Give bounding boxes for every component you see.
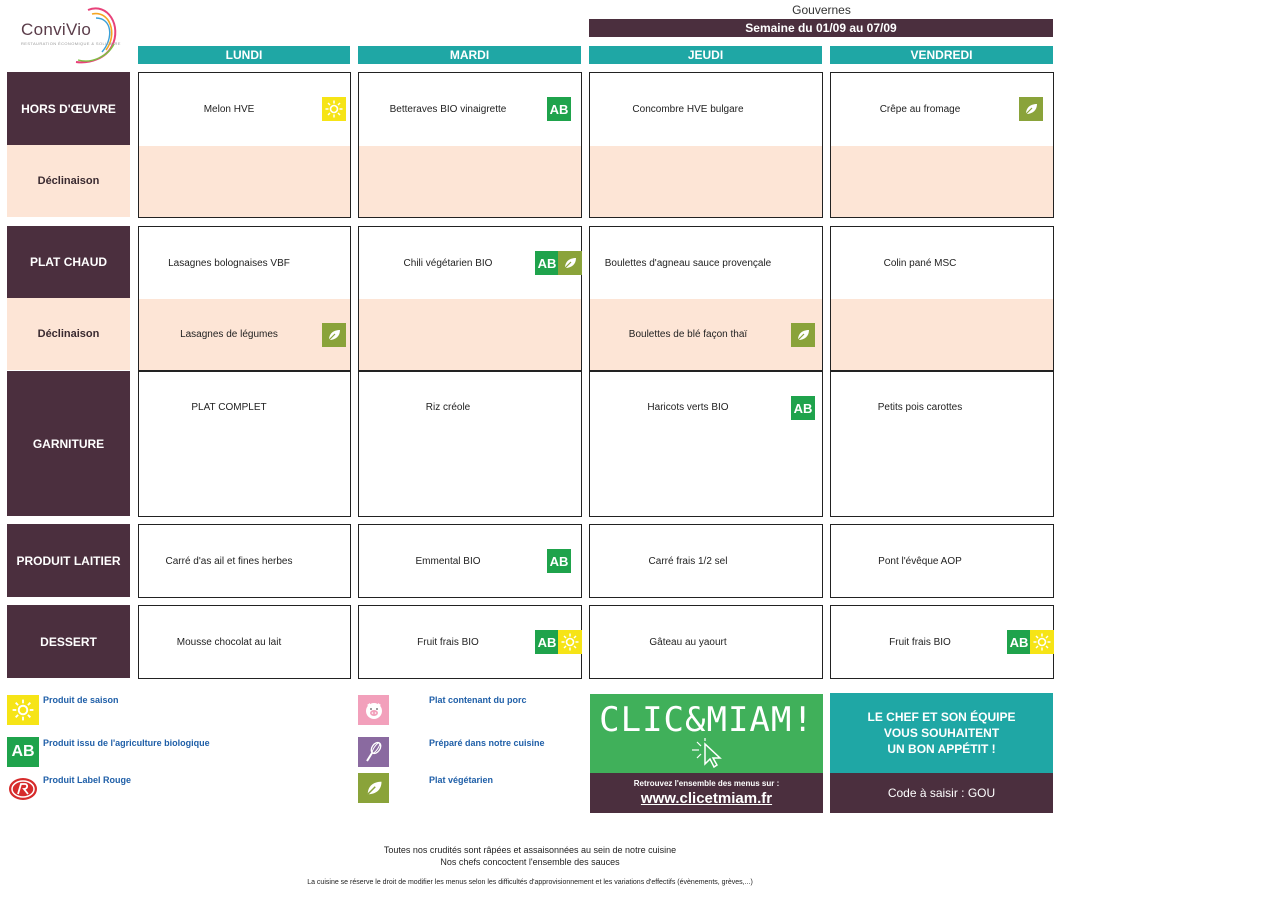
menu-cell: Melon HVE [203, 104, 255, 115]
clicetmiam-footer [590, 773, 823, 813]
menu-cell: Emmental BIO [415, 555, 481, 567]
block-jeudi-entree [589, 72, 823, 218]
access-code: Code à saisir : GOU [830, 773, 1053, 813]
legend-maison: Préparé dans notre cuisine [429, 738, 545, 748]
menu-cell: Fruit frais BIO [889, 636, 951, 648]
chef-line-1: LE CHEF ET SON ÉQUIPE [867, 710, 1016, 724]
day-header-lundi: LUNDI [138, 46, 350, 64]
declinaison-cell [590, 299, 822, 370]
week-banner: Semaine du 01/09 au 07/09 [589, 19, 1053, 37]
organic-ab-icon: AB [547, 97, 571, 121]
chef-message [830, 693, 1053, 773]
cell-vendredi-garniture [830, 371, 1054, 517]
block-mardi-entree [358, 72, 582, 218]
clic-retrouvez: Retrouvez l'ensemble des menus sur : [633, 779, 780, 788]
site-name: Gouvernes [792, 3, 851, 17]
cell-lundi-dessert [138, 605, 351, 679]
cursor-click-icon [670, 738, 740, 768]
legend-sun-icon [7, 695, 39, 725]
cell-mardi-laitier [358, 524, 582, 598]
menu-cell: Mousse chocolat au lait [176, 636, 282, 648]
clic-url-link[interactable]: www.clicetmiam.fr [640, 790, 773, 807]
cell-vendredi-dessert [830, 605, 1054, 679]
logo-tagline: RESTAURATION ÉCONOMIQUE & SOLIDAIRE [21, 41, 121, 46]
cell-mardi-dessert [358, 605, 582, 679]
menu-cell: Pont l'évêque AOP [878, 555, 962, 567]
menu-cell: Lasagnes bolognaises VBF [168, 257, 290, 269]
block-mardi-plat [358, 226, 582, 371]
row-label-plat-chaud: PLAT CHAUD [7, 226, 130, 298]
menu-cell: Boulettes de blé façon thaï [628, 329, 748, 340]
vegetarian-leaf-icon [322, 323, 346, 347]
menu-cell: Fruit frais BIO [417, 636, 479, 648]
row-label-dessert: DESSERT [7, 605, 130, 678]
row-label-produit-laitier: PRODUIT LAITIER [7, 524, 130, 597]
chef-line-2: VOUS SOUHAITENT [883, 726, 1000, 740]
menu-cell: Haricots verts BIO [647, 402, 729, 413]
cell-mardi-garniture [358, 371, 582, 517]
declinaison-cell [831, 299, 1053, 370]
logo-name: ConviVio [21, 20, 92, 39]
cell-jeudi-dessert [589, 605, 823, 679]
whisk-icon [358, 737, 389, 767]
declinaison-cell [359, 299, 581, 370]
organic-ab-icon: AB [547, 549, 571, 573]
vegetarian-leaf-icon [1019, 97, 1043, 121]
pork-icon [358, 695, 389, 725]
menu-cell: Concombre HVE bulgare [632, 104, 744, 115]
cell-lundi-garniture [138, 371, 351, 517]
legend-saison: Produit de saison [43, 695, 119, 705]
menu-cell: Carré d'as ail et fines herbes [165, 555, 293, 567]
label-rouge-icon [8, 777, 38, 801]
day-header-jeudi: JEUDI [589, 46, 822, 64]
legend-bio: Produit issu de l'agriculture biologique [43, 738, 210, 748]
cell-lundi-laitier [138, 524, 351, 598]
legend-vege: Plat végétarien [429, 775, 494, 785]
organic-ab-icon: AB [1007, 630, 1031, 654]
declinaison-cell [139, 299, 350, 370]
menu-cell: Gâteau au yaourt [649, 636, 727, 648]
declinaison-cell [139, 146, 350, 217]
convivio-logo [18, 4, 128, 66]
chef-line-3: UN BON APPÉTIT ! [887, 742, 996, 756]
menu-cell: Colin pané MSC [883, 257, 957, 269]
row-label-hors-doeuvre: HORS D'ŒUVRE [7, 72, 130, 145]
menu-cell: Boulettes d'agneau sauce provençale [604, 257, 772, 269]
legend-organic-ab-icon: AB [7, 737, 39, 767]
cell-jeudi-laitier [589, 524, 823, 598]
menu-cell: Crêpe au fromage [879, 104, 961, 115]
day-header-vendredi: VENDREDI [830, 46, 1053, 64]
block-lundi-plat [138, 226, 351, 371]
organic-ab-icon: AB [535, 251, 559, 275]
clicetmiam-logo: CLIC&MIAM! [599, 700, 814, 740]
row-label-declinaison-1: Déclinaison [7, 145, 130, 217]
declinaison-cell [359, 146, 581, 217]
menu-cell: Chili végétarien BIO [403, 257, 493, 269]
block-vendredi-plat [830, 226, 1054, 371]
menu-cell: Petits pois carottes [877, 402, 963, 413]
note-line-2: Nos chefs concoctent l'ensemble des sauces [440, 857, 620, 867]
legend-vegetarian-leaf-icon [358, 773, 389, 803]
row-label-garniture: GARNITURE [7, 371, 130, 516]
block-lundi-entree [138, 72, 351, 218]
block-jeudi-plat [589, 226, 823, 371]
cell-vendredi-laitier [830, 524, 1054, 598]
menu-cell: Riz créole [425, 402, 471, 413]
vegetarian-leaf-icon [791, 323, 815, 347]
day-header-mardi: MARDI [358, 46, 581, 64]
sun-icon [1030, 630, 1054, 654]
note-line-1: Toutes nos crudités sont râpées et assaisonnées au sein de notre cuisine [383, 845, 677, 855]
note-line-3: La cuisine se réserve le droit de modifier les menus selon les difficultés d'approvisionnement et les variations d'effectifs (évènements, grèves,...) [307, 879, 753, 886]
declinaison-cell [590, 146, 822, 217]
menu-cell: PLAT COMPLET [191, 402, 267, 413]
organic-ab-icon: AB [791, 396, 815, 420]
sun-icon [558, 630, 582, 654]
sun-icon [322, 97, 346, 121]
declinaison-cell [831, 146, 1053, 217]
organic-ab-icon: AB [535, 630, 559, 654]
menu-cell: Carré frais 1/2 sel [648, 555, 728, 567]
legend-porc: Plat contenant du porc [429, 695, 527, 705]
vegetarian-leaf-icon [558, 251, 582, 275]
menu-cell: Betteraves BIO vinaigrette [389, 104, 507, 115]
block-vendredi-entree [830, 72, 1054, 218]
row-label-declinaison-2: Déclinaison [7, 298, 130, 370]
legend-label-rouge: Produit Label Rouge [43, 775, 132, 785]
clicetmiam-banner[interactable] [590, 694, 823, 773]
menu-cell: Lasagnes de légumes [180, 329, 278, 340]
cell-jeudi-garniture [589, 371, 823, 517]
